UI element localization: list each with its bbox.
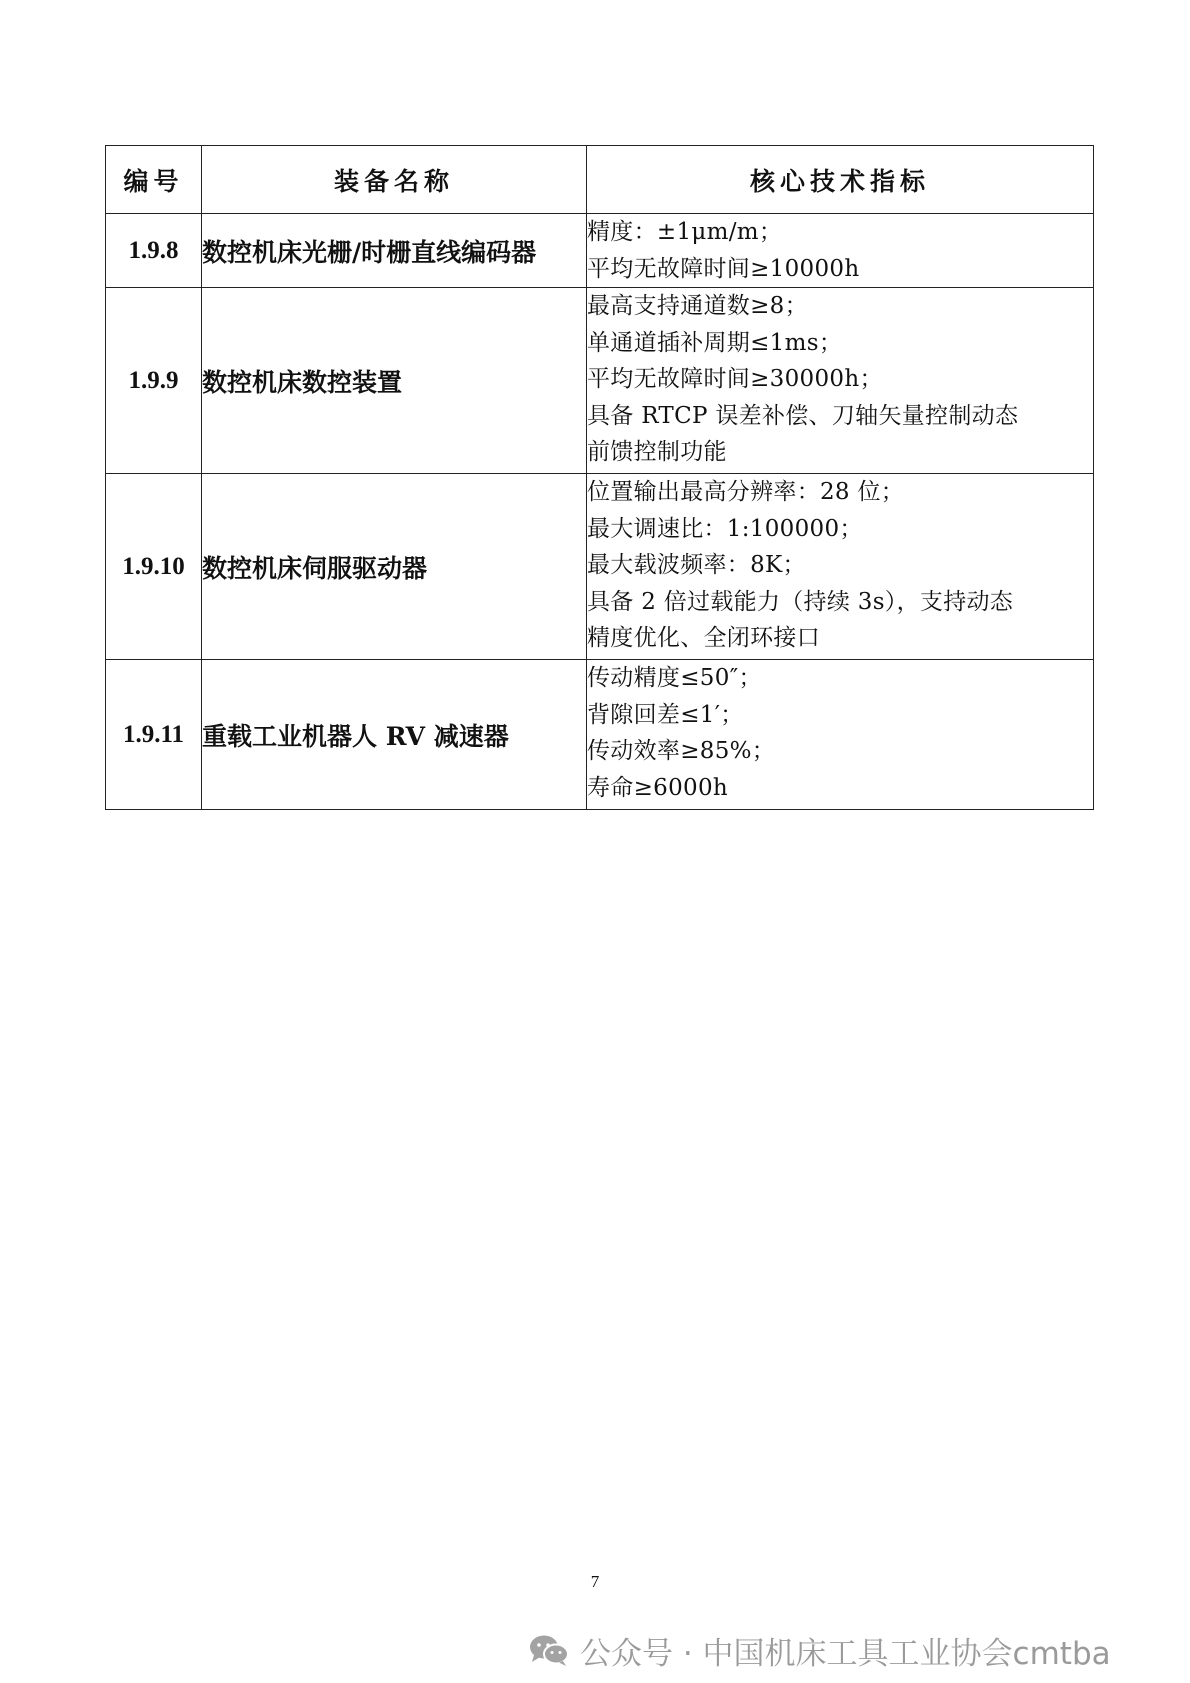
metric-line: 精度：±1μm/m； — [587, 219, 783, 245]
metric-line: 前馈控制功能 — [587, 439, 727, 465]
header-id: 编号 — [106, 146, 202, 214]
row-id: 1.9.8 — [106, 214, 202, 288]
metric-line: 最大载波频率：8K； — [587, 552, 806, 578]
header-core-metrics: 核心技术指标 — [587, 146, 1094, 214]
row-id: 1.9.10 — [106, 474, 202, 660]
equipment-spec-table — [105, 145, 1094, 810]
wechat-icon — [528, 1633, 570, 1667]
row-id: 1.9.11 — [106, 660, 202, 810]
metric-line: 具备 RTCP 误差补偿、刀轴矢量控制动态 — [587, 402, 1019, 429]
row-equipment-name: 重载工业机器人 RV 减速器 — [202, 660, 587, 810]
metric-line: 平均无故障时间≥10000h — [587, 255, 860, 282]
metric-line: 平均无故障时间≥30000h； — [587, 366, 883, 392]
table-header-row — [106, 146, 1094, 214]
row-metrics — [587, 474, 1094, 660]
row-equipment-name: 数控机床伺服驱动器 — [202, 474, 587, 660]
table-row — [106, 474, 1094, 660]
table-row — [106, 214, 1094, 288]
row-id: 1.9.9 — [106, 288, 202, 474]
metric-line: 背隙回差≤1′； — [587, 701, 744, 728]
page-number: 7 — [590, 1572, 600, 1591]
metric-line: 寿命≥6000h — [587, 774, 729, 801]
metric-line: 最大调速比：1:100000； — [587, 515, 863, 542]
table-row — [106, 660, 1094, 810]
row-metrics — [587, 214, 1094, 288]
metric-line: 传动精度≤50″； — [587, 665, 762, 691]
watermark — [528, 1630, 1111, 1670]
row-equipment-name: 数控机床数控装置 — [202, 288, 587, 474]
metric-line: 传动效率≥85%； — [587, 738, 776, 764]
metric-line: 精度优化、全闭环接口 — [587, 625, 820, 651]
metric-line: 具备 2 倍过载能力（持续 3s），支持动态 — [587, 588, 1014, 615]
watermark-text: 公众号 · 中国机床工具工业协会cmtba — [580, 1635, 1111, 1672]
metric-line: 单通道插补周期≤1ms； — [587, 329, 843, 356]
header-equipment-name: 装备名称 — [202, 146, 587, 214]
metric-line: 最高支持通道数≥8； — [587, 293, 808, 319]
metric-line: 位置输出最高分辨率：28 位； — [587, 479, 905, 505]
table-row — [106, 288, 1094, 474]
row-metrics — [587, 288, 1094, 474]
row-metrics — [587, 660, 1094, 810]
row-equipment-name: 数控机床光栅/时栅直线编码器 — [202, 214, 587, 288]
